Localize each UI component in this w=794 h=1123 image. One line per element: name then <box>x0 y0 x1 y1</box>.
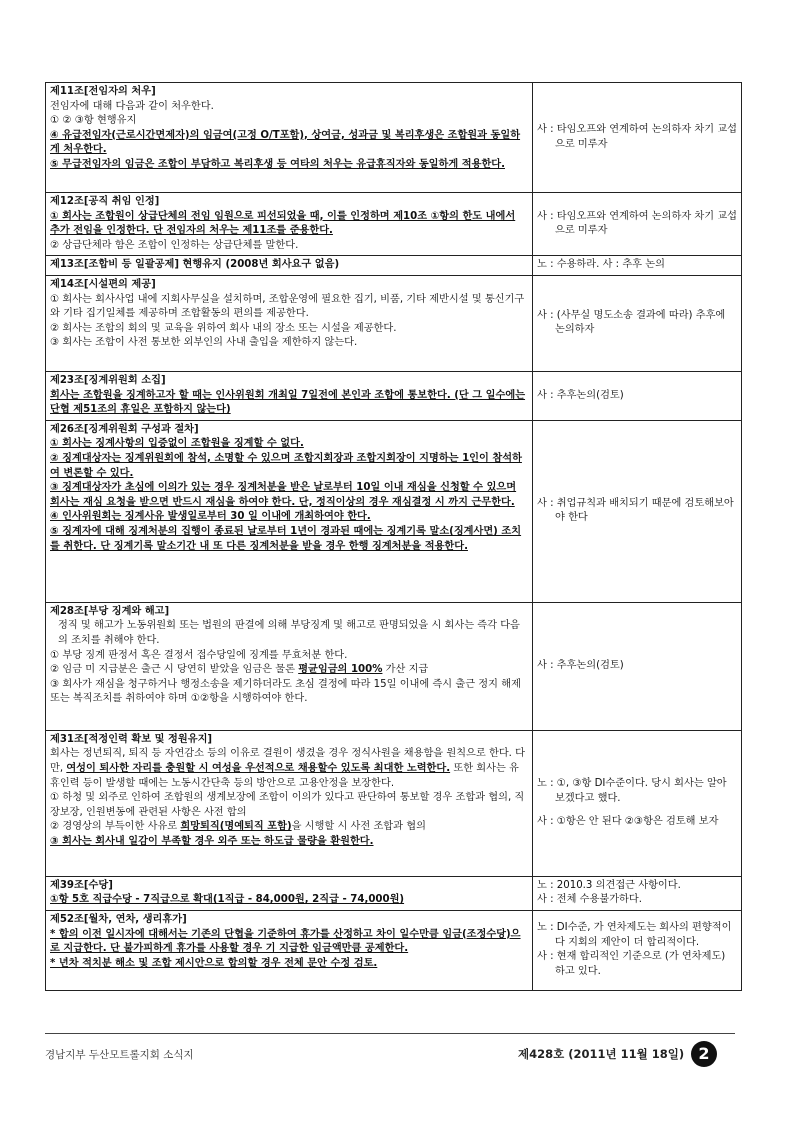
article-clause: ① 하청 및 외주로 인하여 조합원의 생계보장에 조합이 이의가 있다고 판단하여 통보할 경우 조합과 협의, 직장보장, 인원변동에 관련된 사항은 사전 합의 <box>50 792 525 818</box>
negotiation-response <box>533 876 742 910</box>
article-content <box>46 83 533 193</box>
article-clause: ① 회사는 징계사항의 입증없이 조합원을 징계할 수 없다. <box>50 438 304 450</box>
response-line: 사 : 전체 수용불가하다. <box>537 894 642 906</box>
article-content <box>46 420 533 602</box>
negotiation-response <box>533 730 742 876</box>
article-row <box>46 730 742 876</box>
negotiation-response <box>533 420 742 602</box>
article-row <box>46 193 742 256</box>
article-content <box>46 275 533 371</box>
article-clause: ① 부당 징계 판정서 혹은 결정서 접수당일에 징계를 무효처분 한다. <box>50 649 348 661</box>
response-line: 노 : ①, ③항 DI수준이다. 당시 회사는 알아 보겠다고 했다. <box>537 778 727 804</box>
article-clause: 정직 및 해고가 노동위원회 또는 법원의 판결에 의해 부당징계 및 해고로 판명되었을 시 회사는 즉각 다음의 조치를 취해야 한다. <box>58 620 520 646</box>
article-content <box>46 730 533 876</box>
article-clause: ①항 5호 직급수당 - 7직급으로 확대(1직급 - 84,000원, 2직급 - 74,000원) <box>50 894 405 906</box>
article-content <box>46 602 533 730</box>
negotiation-response <box>533 602 742 730</box>
article-clause: * 년차 적치분 해소 및 조합 제시안으로 합의할 경우 전체 문안 수정 검토. <box>50 957 378 969</box>
response-line: 노 : 2010.3 의견접근 사항이다. <box>537 879 681 891</box>
footer-publication: 경남지부 두산모트롤지회 소식지 <box>45 1049 194 1061</box>
article-row <box>46 256 742 276</box>
article-clause: ④ 인사위원회는 징계사유 발생일로부터 30 일 이내에 개최하여야 한다. <box>50 511 371 523</box>
article-row <box>46 371 742 420</box>
negotiation-response <box>533 275 742 371</box>
response-line: 사 : 취업규칙과 배치되기 때문에 검토해보아야 한다 <box>537 497 734 524</box>
article-clause: ② 징계대상자는 징계위원회에 참석, 소명할 수 있으며 조합지회장과 조합지회장이 지명하는 1인이 참석하여 변론할 수 있다. <box>50 452 522 479</box>
article-title: 제11조[전임자의 처우] <box>50 86 156 97</box>
article-row <box>46 910 742 990</box>
article-title: 제52조[월차, 연차, 생리휴가] <box>50 913 187 925</box>
article-clause: ② 회사는 조합의 회의 및 교육을 위하여 회사 내의 장소 또는 시설을 제공한다. <box>50 322 397 334</box>
article-title: 제39조[수당] <box>50 879 113 891</box>
negotiation-response <box>533 910 742 990</box>
article-clause: ② 경영상의 부득이한 사유로 희망퇴직(명예퇴직 포함)을 시행할 시 사전 조합과 협의 <box>50 821 426 833</box>
article-clause: ③ 회사는 조합이 사전 통보한 외부인의 사내 출입을 제한하지 않는다. <box>50 337 358 349</box>
response-line: 사 : 타임오프와 연계하여 논의하자 차기 교섭으로 미루자 <box>537 210 738 237</box>
article-clause: ② 임금 미 지급분은 출근 시 당연히 받았을 임금은 물론 평균임금의 100% 가산 지급 <box>50 664 429 676</box>
response-line: 사 : 타임오프와 연계하여 논의하자 차기 교섭으로 미루자 <box>537 123 738 150</box>
article-clause: 전임자에 대해 다음과 같이 처우한다. <box>50 100 214 112</box>
article-clause: ① 회사는 회사사업 내에 지회사무실을 설치하며, 조합운영에 필요한 집기, 비품, 기타 제반시설 및 통신기구와 기타 집기일체를 제공하며 조합활동의 편의를 제공한다. <box>50 293 525 320</box>
article-clause: ④ 유급전임자(근로시간면제자)의 임금여(고정 O/T포함), 상여금, 성과금 및 복리후생은 조합원과 동일하게 처우한다. <box>50 129 521 156</box>
article-title: 제31조[적정인력 확보 및 정원유지] <box>50 733 213 745</box>
article-clause: ① ② ③항 현행유지 <box>50 115 137 127</box>
negotiation-response <box>533 83 742 193</box>
response-line: 사 : (사무실 명도소송 결과에 따라) 추후에 논의하자 <box>537 309 726 336</box>
article-title: 제12조[공직 취임 인정] <box>50 196 160 207</box>
article-clause: ⑤ 징계자에 대해 징계처분의 집행이 종료된 날로부터 1년이 경과된 때에는 징계기록 말소(징계사면) 조치를 취한다. 단 징계기록 말소기간 내 또 다른 징계처분을 받을 경우 한행 징계처분을 적용한다. <box>50 525 522 552</box>
article-content <box>46 371 533 420</box>
article-row <box>46 602 742 730</box>
page-number: 2 <box>691 1041 717 1067</box>
article-content <box>46 910 533 990</box>
negotiation-response <box>533 371 742 420</box>
article-clause: ① 회사는 조합원이 상급단체의 전임 임원으로 피선되었을 때, 이를 인정하며 제10조 ①항의 한도 내에서 추가 전임을 인정한다. 단 전임자의 처우는 제11조를 준용한다. <box>50 210 516 237</box>
agreement-table <box>45 82 742 991</box>
article-content <box>46 193 533 256</box>
article-content <box>46 876 533 910</box>
response-line: 사 : 추후논의(검토) <box>537 389 624 401</box>
article-row <box>46 275 742 371</box>
article-clause: * 합의 이전 일시자에 대해서는 기존의 단협을 기준하여 휴가를 산정하고 차이 일수만큼 임금(조정수당)으로 지급한다. 단 불가피하게 휴가를 사용할 경우 기 지급한 임금액만큼 공제한다. <box>50 928 521 955</box>
article-clause: ③ 징계대상자가 초심에 이의가 있는 경우 징계처분을 받은 날로부터 10일 이내 재심을 신청할 수 있으며 회사는 재심 요청을 받으면 반드시 재심을 하여야 한다. 단, 정직이상의 경우 재심결정 시 까지 근무한다. <box>50 482 517 508</box>
response-line: 노 : 수용하라. 사 : 추후 논의 <box>537 259 665 271</box>
article-clause: 회사는 조합원을 징계하고자 할 때는 인사위원회 개최일 7일전에 본인과 조합에 통보한다. (단 그 일수에는 단협 제51조의 휴일은 포함하지 않는다) <box>50 389 526 416</box>
response-line: 사 : 현재 합리적인 기준으로 (가 연차제도) 하고 있다. <box>537 951 726 978</box>
article-content <box>46 256 533 276</box>
footer-issue: 제428호 (2011년 11월 18일) <box>518 1047 685 1061</box>
article-clause: ⑤ 무급전임자의 임금은 조합이 부담하고 복리후생 등 여타의 처우는 유급휴직자와 동일하게 적용한다. <box>50 158 505 170</box>
article-clause: 회사는 정년퇴직, 퇴직 등 자연감소 등의 이유로 결원이 생겼을 경우 정식사원을 채용함을 원칙으로 한다. 다만, 여성이 퇴사한 자리를 충원할 시 여성을 우선적으로 채용할수 있도록 최대한 노력한다. 또한 회사는 유휴인력 등이 발생할 때에는 노동시간단축 등의 방안으로 고용안정을 보장한다. <box>50 748 525 789</box>
article-title: 제26조[징계위원회 구성과 절차] <box>50 423 199 435</box>
article-row <box>46 420 742 602</box>
article-clause: ③ 회사는 회사내 일감이 부족할 경우 외주 또는 하도급 물량을 환원한다. <box>50 835 374 847</box>
negotiation-response <box>533 256 742 276</box>
article-title: 제28조[부당 징계와 해고] <box>50 605 170 617</box>
article-clause: ③ 회사가 재심을 청구하거나 행정소송을 제기하더라도 초심 결정에 따라 15일 이내에 즉시 출근 정지 해제 또는 복직조치를 취하여야 하며 ①②항을 시행하여야 한다. <box>50 678 521 705</box>
response-line: 사 : 추후논의(검토) <box>537 659 624 671</box>
article-title: 제13조[조합비 등 일괄공제] 현행유지 (2008년 회사요구 없음) <box>50 259 340 271</box>
footer-divider <box>45 1033 735 1034</box>
article-title: 제14조[시설편의 제공] <box>50 278 156 290</box>
article-row <box>46 876 742 910</box>
response-line: 노 : DI수준, 가 연차제도는 회사의 편향적이다 지회의 제안이 더 합리적이다. <box>537 922 732 948</box>
negotiation-response <box>533 193 742 256</box>
response-line: 사 : ①항은 안 된다 ②③항은 검토해 보자 <box>537 815 719 827</box>
article-clause: ② 상급단체라 함은 조합이 인정하는 상급단체를 말한다. <box>50 239 299 251</box>
article-title: 제23조[징계위원회 소집] <box>50 374 166 386</box>
article-row <box>46 83 742 193</box>
